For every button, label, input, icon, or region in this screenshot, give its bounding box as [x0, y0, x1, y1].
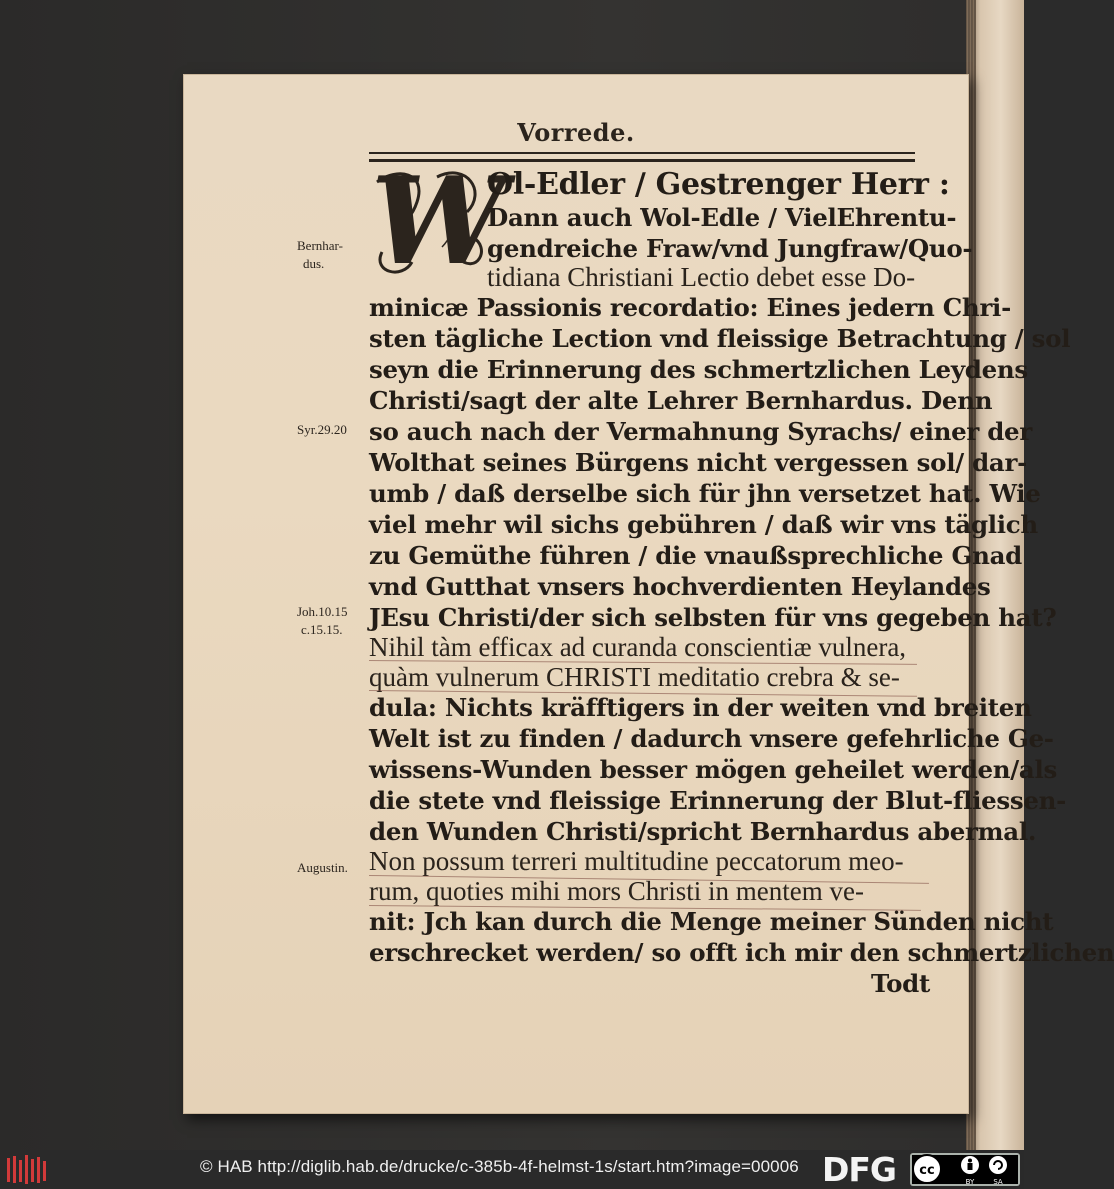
text-line: dula: Nichts kräfftigers in der weiten vnd breiten [369, 693, 1032, 722]
book-page [183, 74, 1114, 1114]
cc-license-badge[interactable] [910, 1153, 1020, 1186]
text-line: Todt [871, 969, 931, 998]
text-line: viel mehr wil sichs gebühren / daß wir vns täglich [369, 510, 1038, 539]
margin-note: Bernhar- [297, 238, 343, 253]
margin-note: c.15.15. [301, 622, 343, 637]
margin-note: Joh.10.15 [297, 604, 348, 619]
text-line: zu Gemüthe führen / die vnaußsprechliche Gnad [369, 541, 1022, 570]
margin-note: Syr.29.20 [297, 422, 347, 437]
text-line: minicæ Passionis recordatio: Eines jedern Chri- [369, 293, 1011, 322]
text-line: wissens-Wunden besser mögen geheilet werden/als [369, 755, 1057, 784]
text-line: seyn die Erinnerung des schmertzlichen Leydens [369, 355, 1028, 384]
text-line: Dann auch Wol-Edle / VielEhrentu- [487, 203, 957, 232]
body-text [183, 74, 1114, 1114]
text-line: vnd Gutthat vnsers hochverdienten Heylandes [369, 572, 991, 601]
text-line: gendreiche Fraw/vnd Jungfraw/Quo- [487, 234, 973, 263]
text-line: Non possum terreri multitudine peccatorum meo- [369, 846, 904, 876]
text-line: JEsu Christi/der sich selbsten für vns gegeben hat? [369, 603, 1057, 632]
margin-note: Augustin. [297, 860, 348, 875]
text-line: die stete vnd fleissige Erinnerung der Blut-fliessen- [369, 786, 1067, 815]
text-line: nit: Jch kan durch die Menge meiner Sünden nicht [369, 907, 1054, 936]
viewer-footer [0, 1150, 1024, 1189]
text-line: rum, quoties mihi mors Christi in mentem ve- [369, 876, 864, 906]
text-line: Christi/sagt der alte Lehrer Bernhardus. Denn [369, 386, 993, 415]
text-line: quàm vulnerum CHRISTI meditatio crebra & se- [369, 662, 900, 692]
svg-text:cc: cc [919, 1163, 935, 1178]
text-line: den Wunden Christi/spricht Bernhardus abermal. [369, 817, 1037, 846]
text-line: sten tägliche Lection vnd fleissige Betrachtung / sol [369, 324, 1071, 353]
running-head: Vorrede. [517, 118, 635, 147]
source-link[interactable]: © HAB http://diglib.hab.de/drucke/c-385b-4f-helmst-1s/start.htm?image=00006 [200, 1157, 799, 1176]
svg-text:BY: BY [965, 1178, 975, 1186]
text-line: so auch nach der Vermahnung Syrachs/ einer der [369, 417, 1032, 446]
text-line: erschrecket werden/ so offt ich mir den schmertzlichen [369, 938, 1114, 967]
text-line: Wolthat seines Bürgens nicht vergessen sol/ dar- [369, 448, 1027, 477]
text-line: Nihil tàm efficax ad curanda conscientiæ vulnera, [369, 632, 907, 662]
text-line: tidiana Christiani Lectio debet esse Do- [487, 262, 916, 292]
svg-text:SA: SA [993, 1178, 1003, 1186]
text-line: umb / daß derselbe sich für jhn versetzet hat. Wie [369, 479, 1041, 508]
text-line: Welt ist zu finden / dadurch vnsere gefehrliche Ge- [369, 724, 1054, 753]
decorated-initial: W [371, 151, 506, 292]
text-line: Ol-Edler / Gestrenger Herr : [487, 167, 950, 202]
margin-note: dus. [303, 256, 325, 271]
dfg-logo: DFG [822, 1150, 897, 1189]
hab-library-logo-icon [6, 1154, 48, 1185]
